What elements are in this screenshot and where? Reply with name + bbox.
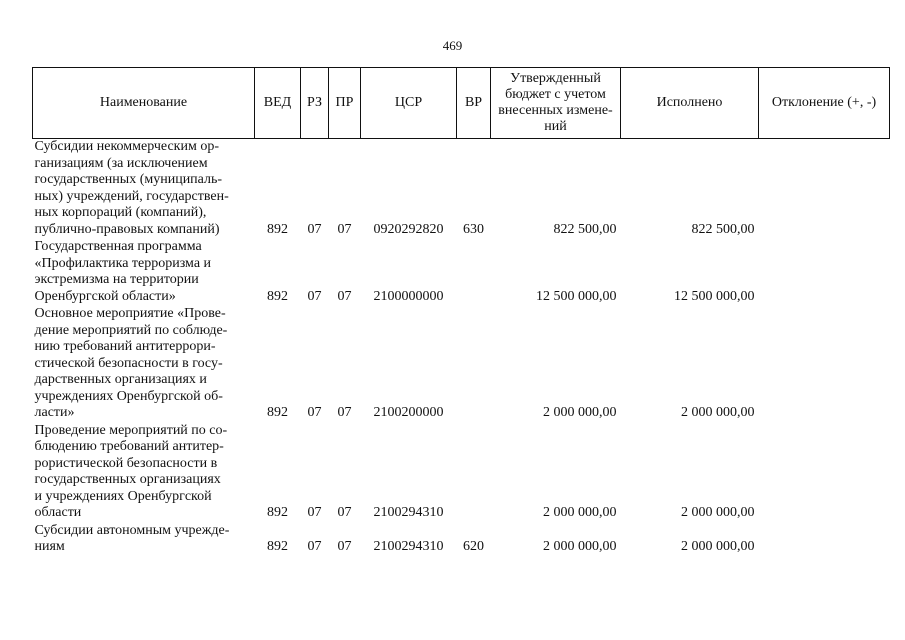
header-csr: ЦСР — [361, 68, 457, 139]
table-row — [33, 523, 890, 557]
page-number: 469 — [442, 38, 463, 53]
header-vr: ВР — [457, 68, 491, 139]
row-name: Основное мероприятие «Прове- дение мероприятий по соблюде- нию требований антитеррори- стической безопасности в госу- дарственных организациях и учреждениях Оренбургской об- ласти» — [34, 306, 228, 420]
row-approved: 2 000 000,00 — [543, 405, 617, 420]
row-approved: 12 500 000,00 — [536, 288, 617, 304]
row-ved: 892 — [267, 505, 288, 520]
table-row — [33, 139, 890, 240]
row-deviation — [759, 306, 890, 423]
row-executed: 822 500,00 — [691, 221, 755, 237]
row-name: Проведение мероприятий по со- блюдению требований антитер- рористической безопасности в государственных организациях и учреждениях Оренбургской области — [34, 422, 228, 520]
row-ved: 892 — [267, 539, 288, 554]
row-name: Субсидии некоммерческим ор- ганизациям (за исключением государственных (муниципаль- ных) учреждений, государствен- ных корпораций (компаний), публично-правовых компаний) — [34, 139, 229, 237]
row-deviation — [759, 139, 890, 240]
row-rz: 07 — [307, 505, 322, 520]
row-rz: 07 — [307, 539, 322, 554]
row-vr — [457, 239, 491, 306]
row-pr: 07 — [337, 288, 352, 304]
table-row — [33, 239, 890, 306]
row-vr — [457, 423, 491, 523]
row-pr: 07 — [337, 405, 352, 420]
budget-table — [32, 67, 890, 557]
header-name: Наименование — [33, 68, 255, 139]
row-csr: 2100294310 — [373, 505, 444, 520]
row-rz: 07 — [307, 405, 322, 420]
row-approved: 822 500,00 — [553, 221, 617, 237]
row-ved: 892 — [267, 288, 288, 304]
row-approved: 2 000 000,00 — [543, 539, 617, 554]
row-pr: 07 — [337, 221, 352, 237]
row-rz: 07 — [307, 288, 322, 304]
table-row — [33, 423, 890, 523]
row-deviation — [759, 239, 890, 306]
row-executed: 2 000 000,00 — [681, 539, 755, 554]
header-executed: Исполнено — [621, 68, 759, 139]
row-rz: 07 — [307, 221, 322, 237]
row-executed: 2 000 000,00 — [681, 505, 755, 520]
header-deviation: Отклонение (+, -) — [759, 68, 890, 139]
row-deviation — [759, 423, 890, 523]
header-rz: РЗ — [301, 68, 329, 139]
row-csr: 2100200000 — [373, 405, 444, 420]
row-pr: 07 — [337, 505, 352, 520]
table-header-row — [33, 68, 890, 139]
row-ved: 892 — [267, 405, 288, 420]
row-csr: 0920292820 — [373, 221, 444, 237]
header-approved-budget: Утвержденный бюджет с учетом внесенных измене-ний — [491, 68, 621, 139]
row-ved: 892 — [267, 221, 288, 237]
row-vr: 620 — [463, 539, 484, 554]
row-name: Государственная программа «Профилактика терроризма и экстремизма на территории Оренбургской области» — [34, 239, 212, 304]
row-approved: 2 000 000,00 — [543, 505, 617, 520]
row-name: Субсидии автономным учрежде- ниям — [34, 522, 230, 554]
row-pr: 07 — [337, 539, 352, 554]
row-vr: 630 — [463, 221, 484, 237]
header-pr: ПР — [329, 68, 361, 139]
row-csr: 2100294310 — [373, 539, 444, 554]
table-row — [33, 306, 890, 423]
header-ved: ВЕД — [255, 68, 301, 139]
row-executed: 12 500 000,00 — [674, 288, 755, 304]
row-executed: 2 000 000,00 — [681, 405, 755, 420]
row-csr: 2100000000 — [373, 288, 444, 304]
row-vr — [457, 306, 491, 423]
row-deviation — [759, 523, 890, 557]
